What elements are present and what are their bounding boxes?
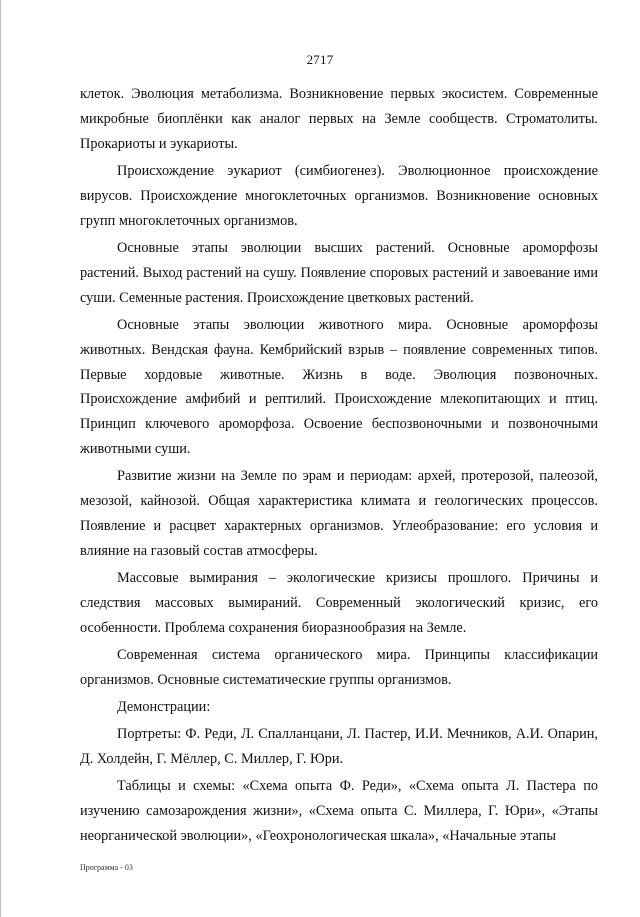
paragraph-5: Развитие жизни на Земле по эрам и периодам: архей, протерозой, палеозой, мезозой, кайнозой. Общая характеристика климата и геологических процессов. Появление и расцвет характерных организмов. Углеобразование: его условия и влияние на газовый состав атмосферы. xyxy=(80,468,598,560)
paragraph-1: клеток. Эволюция метаболизма. Возникновение первых экосистем. Современные микробные биоплёнки как аналог первых на Земле сообществ. Строматолиты. Прокариоты и эукариоты. xyxy=(80,86,598,152)
document-body xyxy=(80,82,598,851)
paragraph-6: Массовые вымирания – экологические кризисы прошлого. Причины и следствия массовых вымираний. Современный экологический кризис, его особенности. Проблема сохранения биоразнообразия на Земле. xyxy=(80,570,598,636)
scan-edge-line xyxy=(0,0,1,917)
page-number: 2717 xyxy=(306,52,334,67)
footer-label: Программа - 03 xyxy=(80,863,133,872)
paragraph-4: Основные этапы эволюции животного мира. Основные ароморфозы животных. Вендская фауна. Кембрийский взрыв – появление современных типов. Первые хордовые животные. Жизнь в воде. Эволюция позвоночных. Происхождение амфибий и рептилий. Происхождение млекопитающих и птиц. Принцип ключевого ароморфоза. Освоение беспозвоночными и позвоночными животными суши. xyxy=(80,316,598,458)
paragraph-2: Происхождение эукариот (симбиогенез). Эволюционное происхождение вирусов. Происхождение многоклеточных организмов. Возникновение основных групп многоклеточных организмов. xyxy=(80,162,598,229)
paragraph-7: Современная система органического мира. Принципы классификации организмов. Основные систематические группы организмов. xyxy=(80,647,598,688)
paragraph-9: Портреты: Ф. Реди, Л. Спалланцани, Л. Пастер, И.И. Мечников, А.И. Опарин, Д. Холдейн, Г. Мёллер, С. Миллер, Г. Юри. xyxy=(80,726,598,768)
paragraph-10: Таблицы и схемы: «Схема опыта Ф. Реди», «Схема опыта Л. Пастера по изучению самозарождения жизни», «Схема опыта С. Миллера, Г. Юри», «Этапы неорганической эволюции», «Геохронологическая шкала», «Начальные этапы xyxy=(80,778,598,844)
paragraph-3: Основные этапы эволюции высших растений. Основные ароморфозы растений. Выход растений на сушу. Появление споровых растений и завоевание ими суши. Семенные растения. Происхождение цветковых растений. xyxy=(80,239,598,306)
paragraph-8: Демонстрации: xyxy=(117,699,211,716)
